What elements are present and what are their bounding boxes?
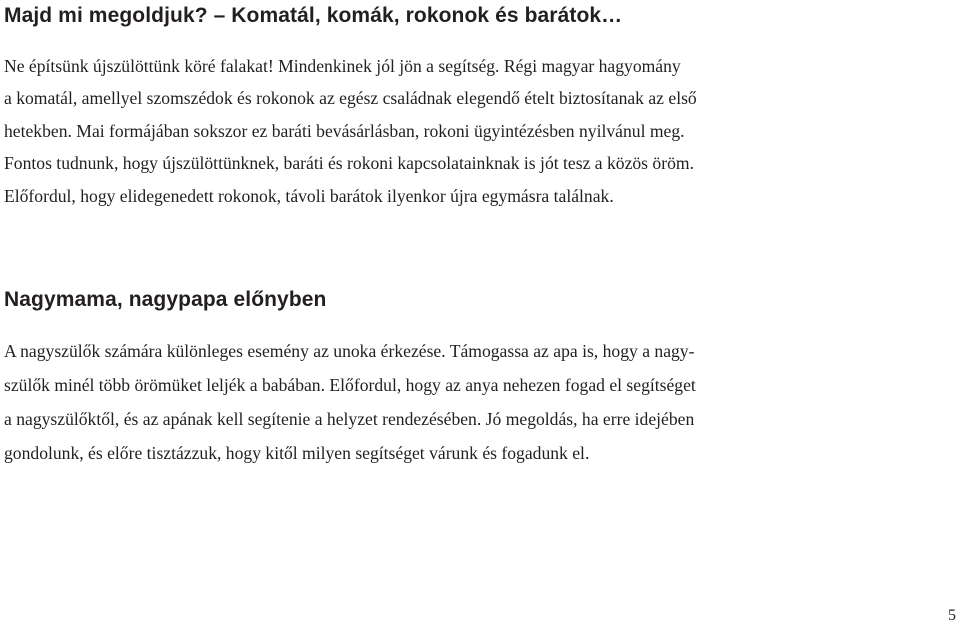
section-heading-komatal: Majd mi megoldjuk? – Komatál, komák, rokonok és barátok…	[4, 4, 623, 27]
paragraph-line: Előfordul, hogy elidegenedett rokonok, távoli barátok ilyenkor újra egymásra találnak.	[4, 185, 614, 206]
section-heading-nagyszulok: Nagymama, nagypapa előnyben	[4, 288, 327, 311]
paragraph-line: Ne építsünk újszülöttünk köré falakat! Mindenkinek jól jön a segítség. Régi magyar hagyomány	[4, 56, 681, 76]
paragraph-nagyszulok	[4, 334, 944, 470]
page-number: 5	[948, 607, 956, 624]
paragraph-line: Fontos tudnunk, hogy újszülöttünknek, baráti és rokoni kapcsolatainknak is jót tesz a közös öröm.	[4, 153, 694, 174]
paragraph-line: gondolunk, és előre tisztázzuk, hogy kitől milyen segítséget várunk és fogadunk el.	[4, 443, 590, 463]
paragraph-line: szülők minél több örömüket leljék a babában. Előfordul, hogy az anya nehezen fogad el segítséget	[4, 375, 696, 395]
paragraph-line: a nagyszülőktől, és az apának kell segítenie a helyzet rendezésében. Jó megoldás, ha erre idejében	[4, 409, 695, 429]
paragraph-line: A nagyszülők számára különleges esemény az unoka érkezése. Támogassa az apa is, hogy a nagy-	[4, 341, 695, 361]
paragraph-line: hetekben. Mai formájában sokszor ez baráti bevásárlásban, rokoni ügyintézésben nyilvánul meg.	[4, 120, 685, 141]
paragraph-line: a komatál, amellyel szomszédok és rokonok az egész családnak elegendő ételt biztosítanak az első	[4, 88, 697, 109]
paragraph-komatal	[4, 50, 944, 212]
